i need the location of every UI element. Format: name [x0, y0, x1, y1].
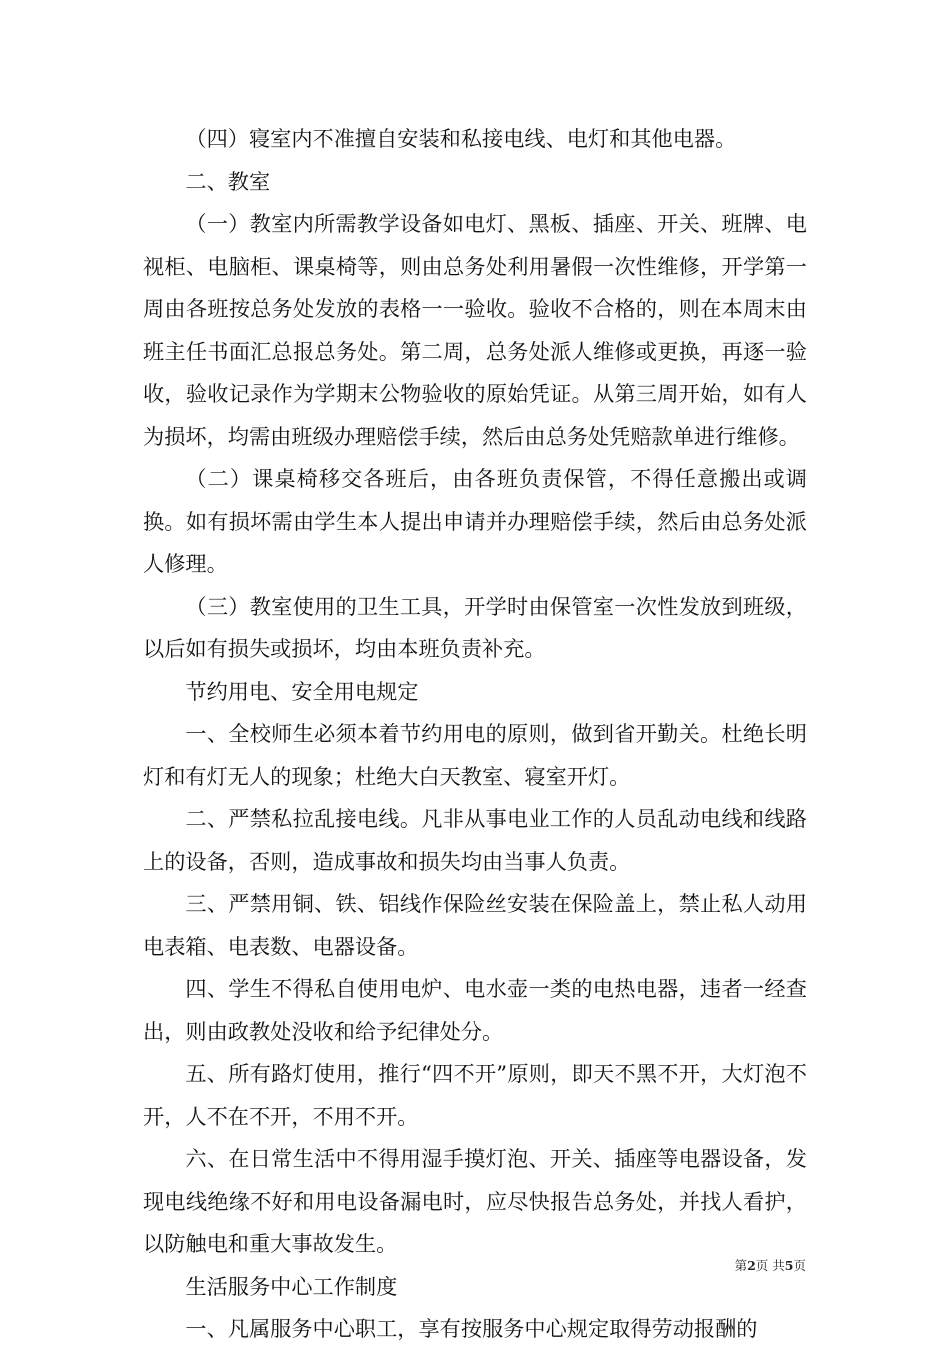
- paragraph-electricity-rule-1: 一、全校师生必须本着节约用电的原则，做到省开勤关。杜绝长明灯和有灯无人的现象；杜绝大白天教室、寝室开灯。: [143, 721, 807, 789]
- total-page-number: 5: [784, 1258, 794, 1273]
- section-heading-classroom: 二、教室: [185, 168, 271, 194]
- current-page-number: 2: [747, 1258, 756, 1273]
- paragraph-service-center-rule-1: 一、凡属服务中心职工，享有按服务中心规定取得劳动报酬的: [185, 1316, 758, 1341]
- paragraph-electricity-rule-4: 四、学生不得私自使用电炉、电水壶一类的电热电器，违者一经查出，则由政教处没收和给予纪律处分。: [143, 976, 807, 1044]
- paragraph-electricity-rule-3: 三、严禁用铜、铁、铝线作保险丝安装在保险盖上，禁止私人动用电表箱、电表数、电器设备。: [143, 891, 807, 959]
- footer-suffix: 页: [793, 1258, 806, 1273]
- paragraph-classroom-rule-2: （二）课桌椅移交各班后，由各班负责保管，不得任意搬出或调换。如有损坏需由学生本人提出申请并办理赔偿手续，然后由总务处派人修理。: [143, 466, 807, 576]
- heading-service-center-rules: 生活服务中心工作制度: [185, 1273, 398, 1299]
- paragraph-dormitory-rule-4: （四）寝室内不准擅自安装和私接电线、电灯和其他电器。: [185, 126, 737, 151]
- footer-middle: 页 共: [755, 1258, 785, 1273]
- paragraph-electricity-rule-5: 五、所有路灯使用，推行“四不开”原则，即天不黑不开，大灯泡不开，人不在不开，不用不开。: [143, 1061, 807, 1129]
- paragraph-classroom-rule-1: （一）教室内所需教学设备如电灯、黑板、插座、开关、班牌、电视柜、电脑柜、课桌椅等，则由总务处利用暑假一次性维修，开学第一周由各班按总务处发放的表格一一验收。验收不合格的，则在本周末由班主任书面汇总报总务处。第二周，总务处派人维修或更换，再逐一验收，验收记录作为学期末公物验收的原始凭证。从第三周开始，如有人为损坏，均需由班级办理赔偿手续，然后由总务处凭赔款单进行维修。: [143, 211, 807, 449]
- document-body: [143, 118, 807, 1351]
- page-number-footer: [735, 1258, 806, 1274]
- paragraph-classroom-rule-3: （三）教室使用的卫生工具，开学时由保管室一次性发放到班级，以后如有损失或损坏，均由本班负责补充。: [143, 593, 807, 661]
- paragraph-electricity-rule-6: 六、在日常生活中不得用湿手摸灯泡、开关、插座等电器设备，发现电线绝缘不好和用电设备漏电时，应尽快报告总务处，并找人看护，以防触电和重大事故发生。: [143, 1146, 807, 1256]
- footer-prefix: 第: [734, 1258, 748, 1273]
- heading-electricity-rules: 节约用电、安全用电规定: [185, 678, 419, 704]
- paragraph-electricity-rule-2: 二、严禁私拉乱接电线。凡非从事电业工作的人员乱动电线和线路上的设备，否则，造成事故和损失均由当事人负责。: [143, 806, 807, 874]
